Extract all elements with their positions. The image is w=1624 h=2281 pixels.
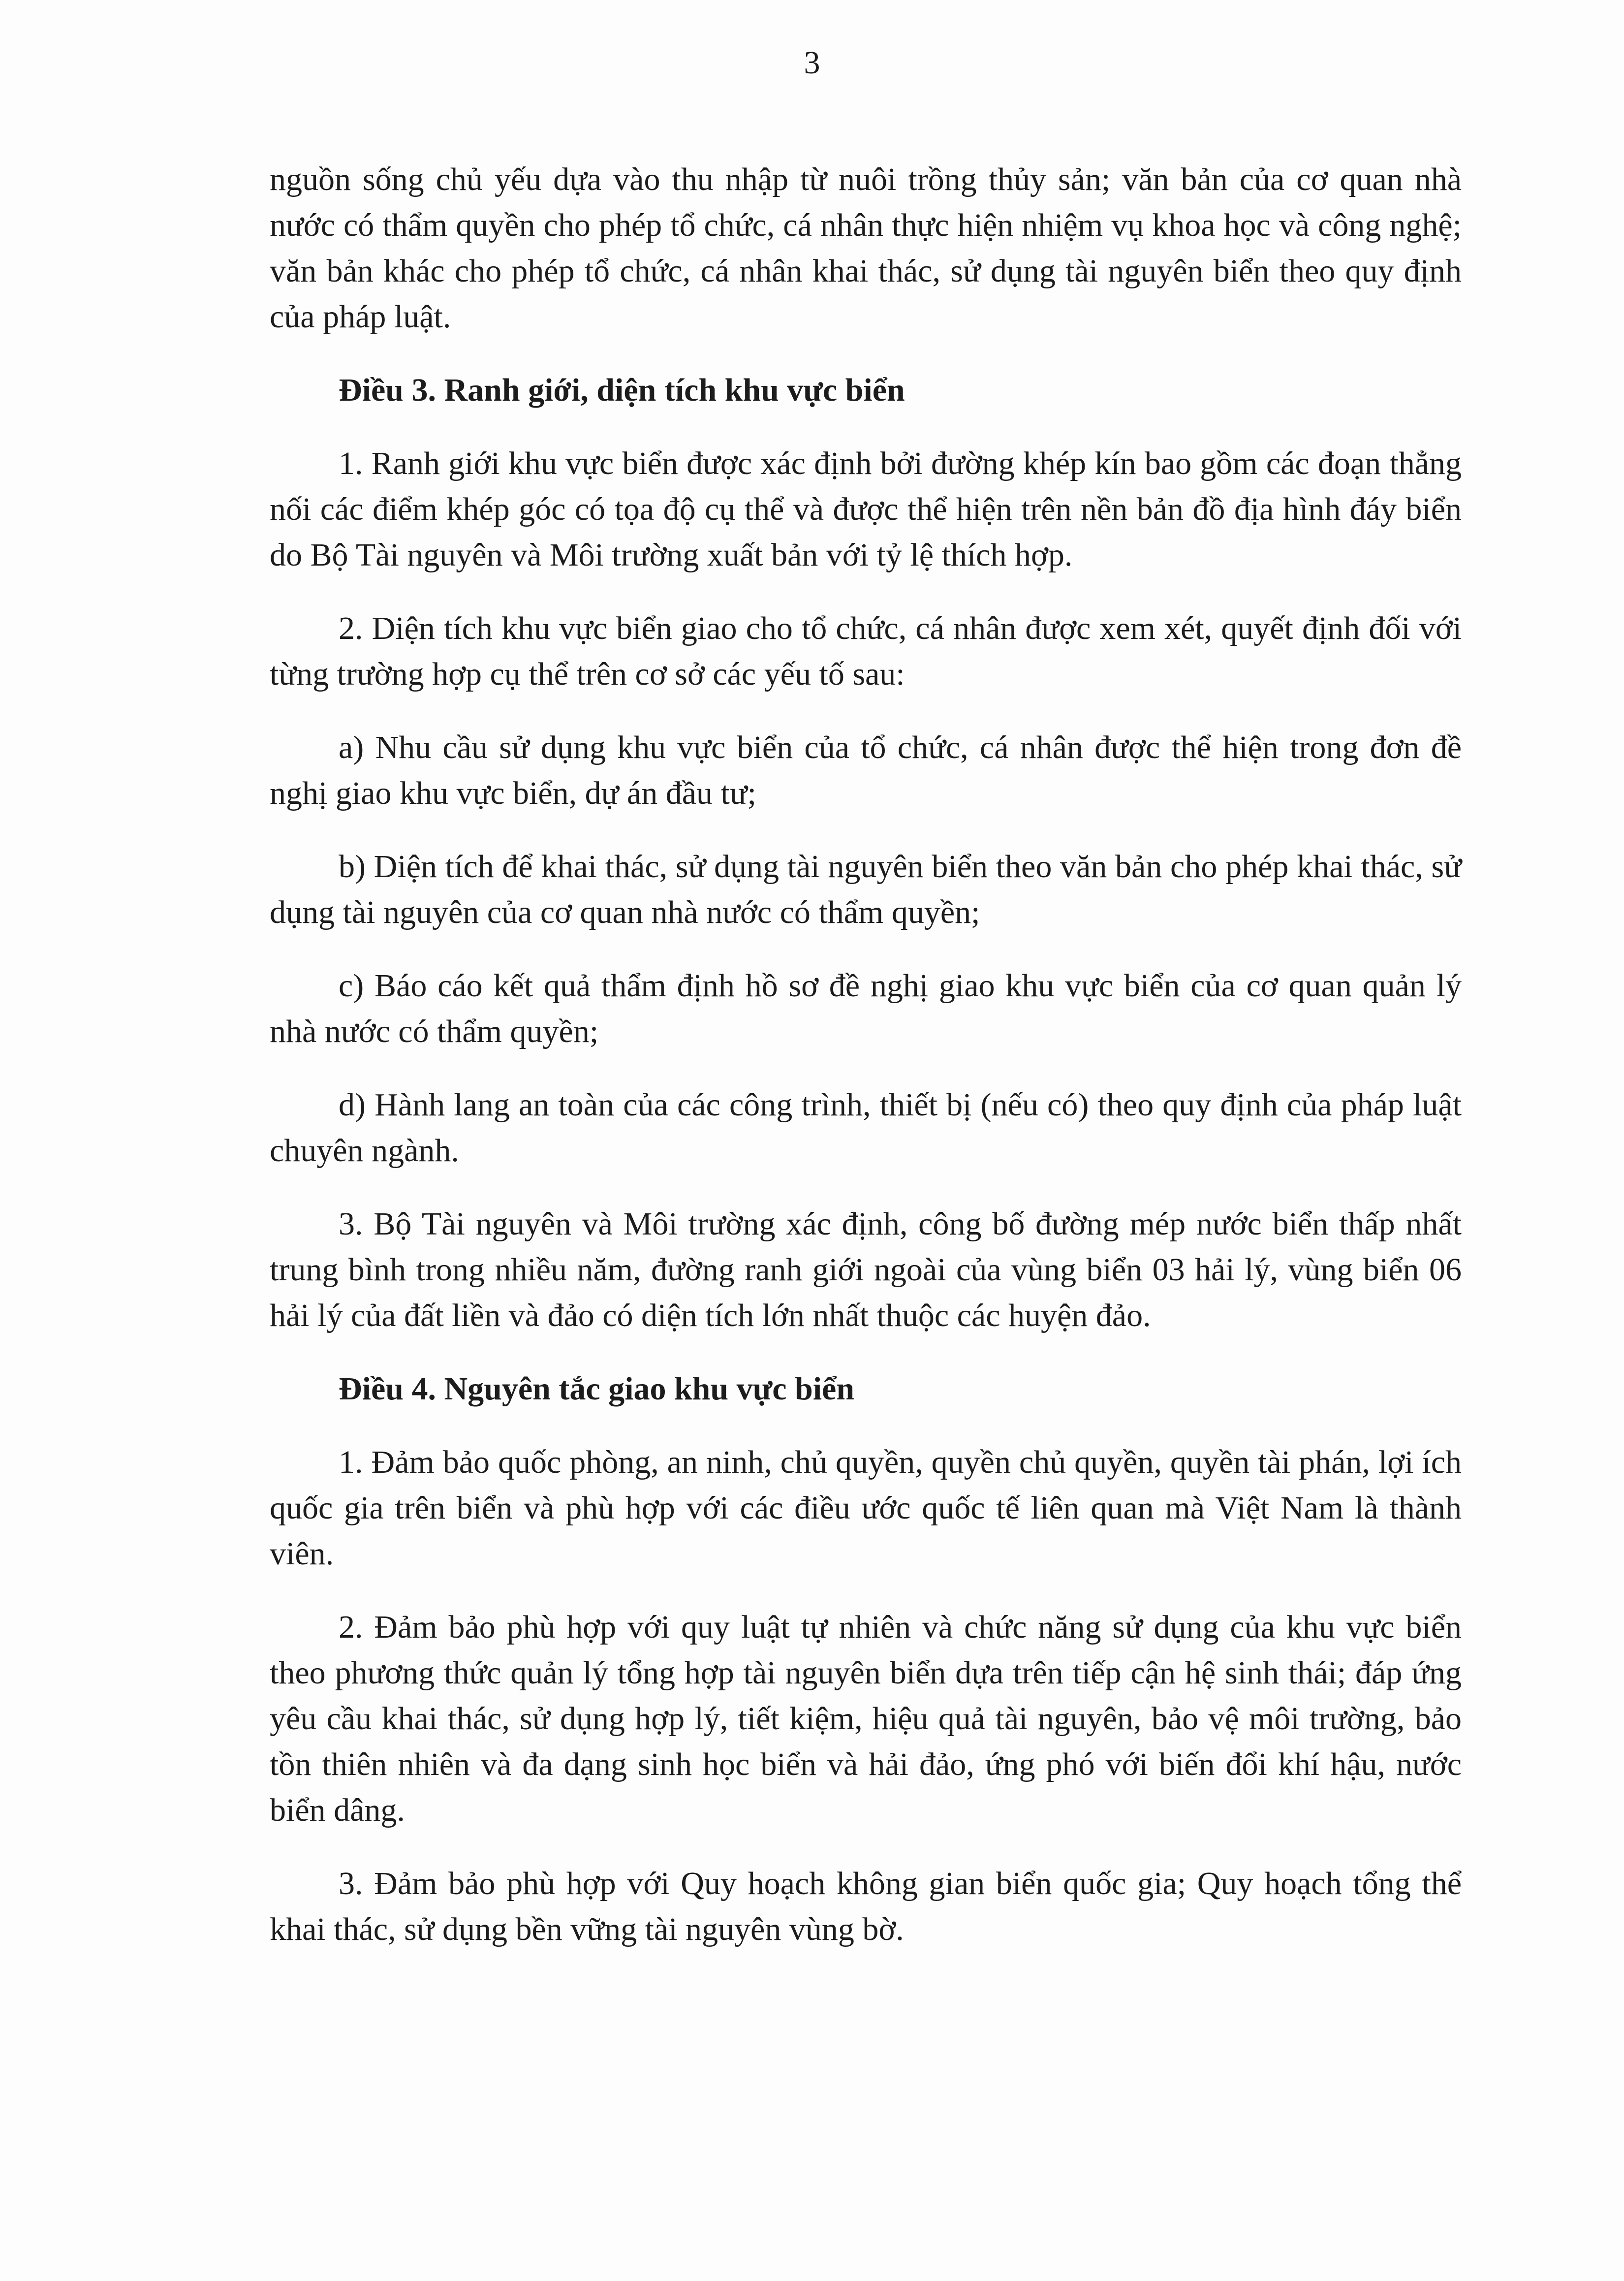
article-3-clause-2d: d) Hành lang an toàn của các công trình, thiết bị (nếu có) theo quy định của pháp luật chuyên ngành.	[270, 1087, 1462, 1169]
article-4-heading: Điều 4. Nguyên tắc giao khu vực biển	[339, 1371, 855, 1407]
article-3-clause-2b: b) Diện tích để khai thác, sử dụng tài nguyên biển theo văn bản cho phép khai thác, sử dụng tài nguyên của cơ quan nhà nước có thẩm quyền;	[270, 849, 1462, 930]
article-3-clause-1: 1. Ranh giới khu vực biển được xác định bởi đường khép kín bao gồm các đoạn thẳng nối các điểm khép góc có tọa độ cụ thể và được thể hiện trên nền bản đồ địa hình đáy biển do Bộ Tài nguyên và Môi trường xuất bản với tỷ lệ thích hợp.	[270, 445, 1462, 573]
document-body	[270, 157, 1462, 1952]
article-3-clause-3: 3. Bộ Tài nguyên và Môi trường xác định, công bố đường mép nước biển thấp nhất trung bình trong nhiều năm, đường ranh giới ngoài của vùng biển 03 hải lý, vùng biển 06 hải lý của đất liền và đảo có diện tích lớn nhất thuộc các huyện đảo.	[270, 1206, 1462, 1333]
article-3-clause-2: 2. Diện tích khu vực biển giao cho tổ chức, cá nhân được xem xét, quyết định đối với từng trường hợp cụ thể trên cơ sở các yếu tố sau:	[270, 610, 1462, 692]
article-4-clause-3: 3. Đảm bảo phù hợp với Quy hoạch không gian biển quốc gia; Quy hoạch tổng thể khai thác, sử dụng bền vững tài nguyên vùng bờ.	[270, 1866, 1462, 1947]
article-4-clause-2: 2. Đảm bảo phù hợp với quy luật tự nhiên và chức năng sử dụng của khu vực biển theo phương thức quản lý tổng hợp tài nguyên biển dựa trên tiếp cận hệ sinh thái; đáp ứng yêu cầu khai thác, sử dụng hợp lý, tiết kiệm, hiệu quả tài nguyên, bảo vệ môi trường, bảo tồn thiên nhiên và đa dạng sinh học biển và hải đảo, ứng phó với biến đổi khí hậu, nước biển dâng.	[270, 1609, 1462, 1828]
page-number: 3	[804, 45, 820, 81]
article-3-clause-2c: c) Báo cáo kết quả thẩm định hồ sơ đề nghị giao khu vực biển của cơ quan quản lý nhà nước có thẩm quyền;	[270, 968, 1462, 1049]
article-3-clause-2a: a) Nhu cầu sử dụng khu vực biển của tổ chức, cá nhân được thể hiện trong đơn đề nghị giao khu vực biển, dự án đầu tư;	[270, 729, 1462, 811]
paragraph-continuation: nguồn sống chủ yếu dựa vào thu nhập từ nuôi trồng thủy sản; văn bản của cơ quan nhà nước có thẩm quyền cho phép tổ chức, cá nhân thực hiện nhiệm vụ khoa học và công nghệ; văn bản khác cho phép tổ chức, cá nhân khai thác, sử dụng tài nguyên biển theo quy định của pháp luật.	[270, 161, 1462, 335]
article-4-clause-1: 1. Đảm bảo quốc phòng, an ninh, chủ quyền, quyền chủ quyền, quyền tài phán, lợi ích quốc gia trên biển và phù hợp với các điều ước quốc tế liên quan mà Việt Nam là thành viên.	[270, 1444, 1462, 1572]
article-3-heading: Điều 3. Ranh giới, diện tích khu vực biển	[339, 372, 905, 408]
